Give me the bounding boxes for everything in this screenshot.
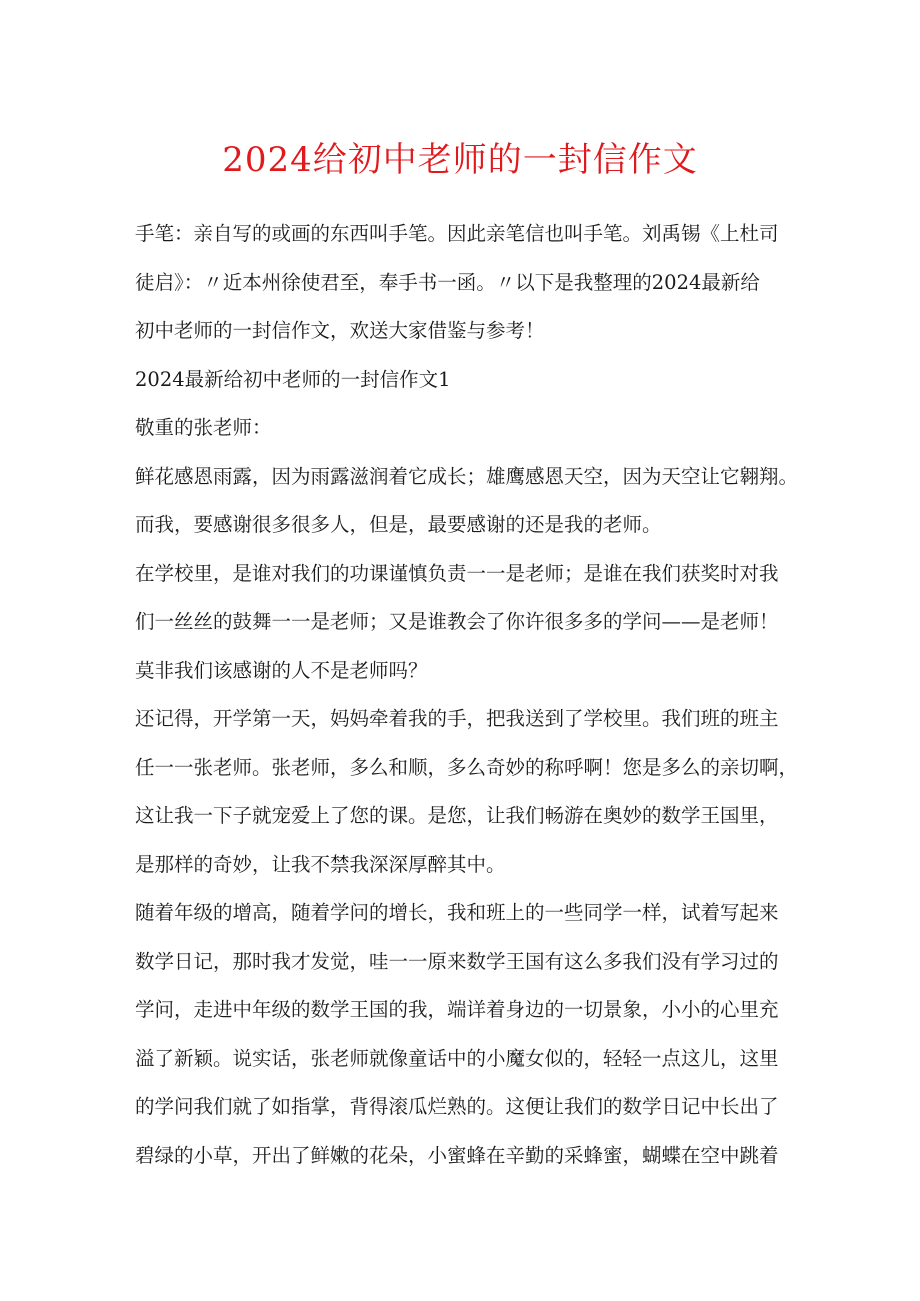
text-line: 任一一张老师。张老师，多么和顺，多么奇妙的称呼啊！您是多么的亲切啊，	[135, 755, 799, 779]
document-title: 2024给初中老师的一封信作文	[222, 140, 698, 180]
text-line: 随着年级的增高，随着学问的增长，我和班上的一些同学一样，试着写起来	[135, 901, 779, 924]
text-line: 初中老师的一封信作文，欢送大家借鉴与参考！	[135, 319, 545, 342]
text-line: 碧绿的小草，开出了鲜嫩的花朵，小蜜蜂在辛勤的采蜂蜜，蝴蝶在空中跳着	[135, 1143, 779, 1167]
text-line: 溢了新颖。说实话，张老师就像童话中的小魔女似的，轻轻一点这儿，这里	[135, 1046, 779, 1070]
text-line: 数学日记，那时我才发觉，哇一一原来数学王国有这么多我们没有学习过的	[135, 949, 779, 973]
document-body	[135, 210, 800, 1180]
text-line: 而我，要感谢很多很多人，但是，最要感谢的还是我的老师。	[135, 513, 662, 536]
text-line: 手笔：亲自写的或画的东西叫手笔。因此亲笔信也叫手笔。刘禹锡《上杜司	[135, 222, 779, 245]
text-line: 的学问我们就了如指掌，背得滚瓜烂熟的。这便让我们的数学日记中长出了	[135, 1095, 779, 1118]
text-line: 鲜花感恩雨露，因为雨露滋润着它成长；雄鹰感恩天空，因为天空让它翱翔。	[135, 464, 799, 488]
text-line: 在学校里，是谁对我们的功课谨慎负责一一是老师；是谁在我们获奖时对我	[135, 561, 779, 585]
text-line: 这让我一下子就宠爱上了您的课。是您，让我们畅游在奥妙的数学王国里，	[135, 804, 779, 827]
section-heading: 2024最新给初中老师的一封信作文1	[135, 367, 451, 391]
text-line: 徒启》：〃近本州徐使君至，奉手书一函。〃以下是我整理的2024最新给	[135, 270, 760, 294]
text-line: 莫非我们该感谢的人不是老师吗？	[135, 658, 428, 682]
text-line: 还记得，开学第一天，妈妈牵着我的手，把我送到了学校里。我们班的班主	[135, 707, 779, 730]
text-line: 是那样的奇妙，让我不禁我深深厚醉其中。	[135, 852, 506, 876]
text-line: 们一丝丝的鼓舞一一是老师；又是谁教会了你许很多多的学问——是老师！	[135, 610, 779, 633]
text-line: 学问，走进中年级的数学王国的我，端详着身边的一切景象，小小的心里充	[135, 998, 779, 1021]
salutation: 敬重的张老师：	[135, 416, 272, 439]
